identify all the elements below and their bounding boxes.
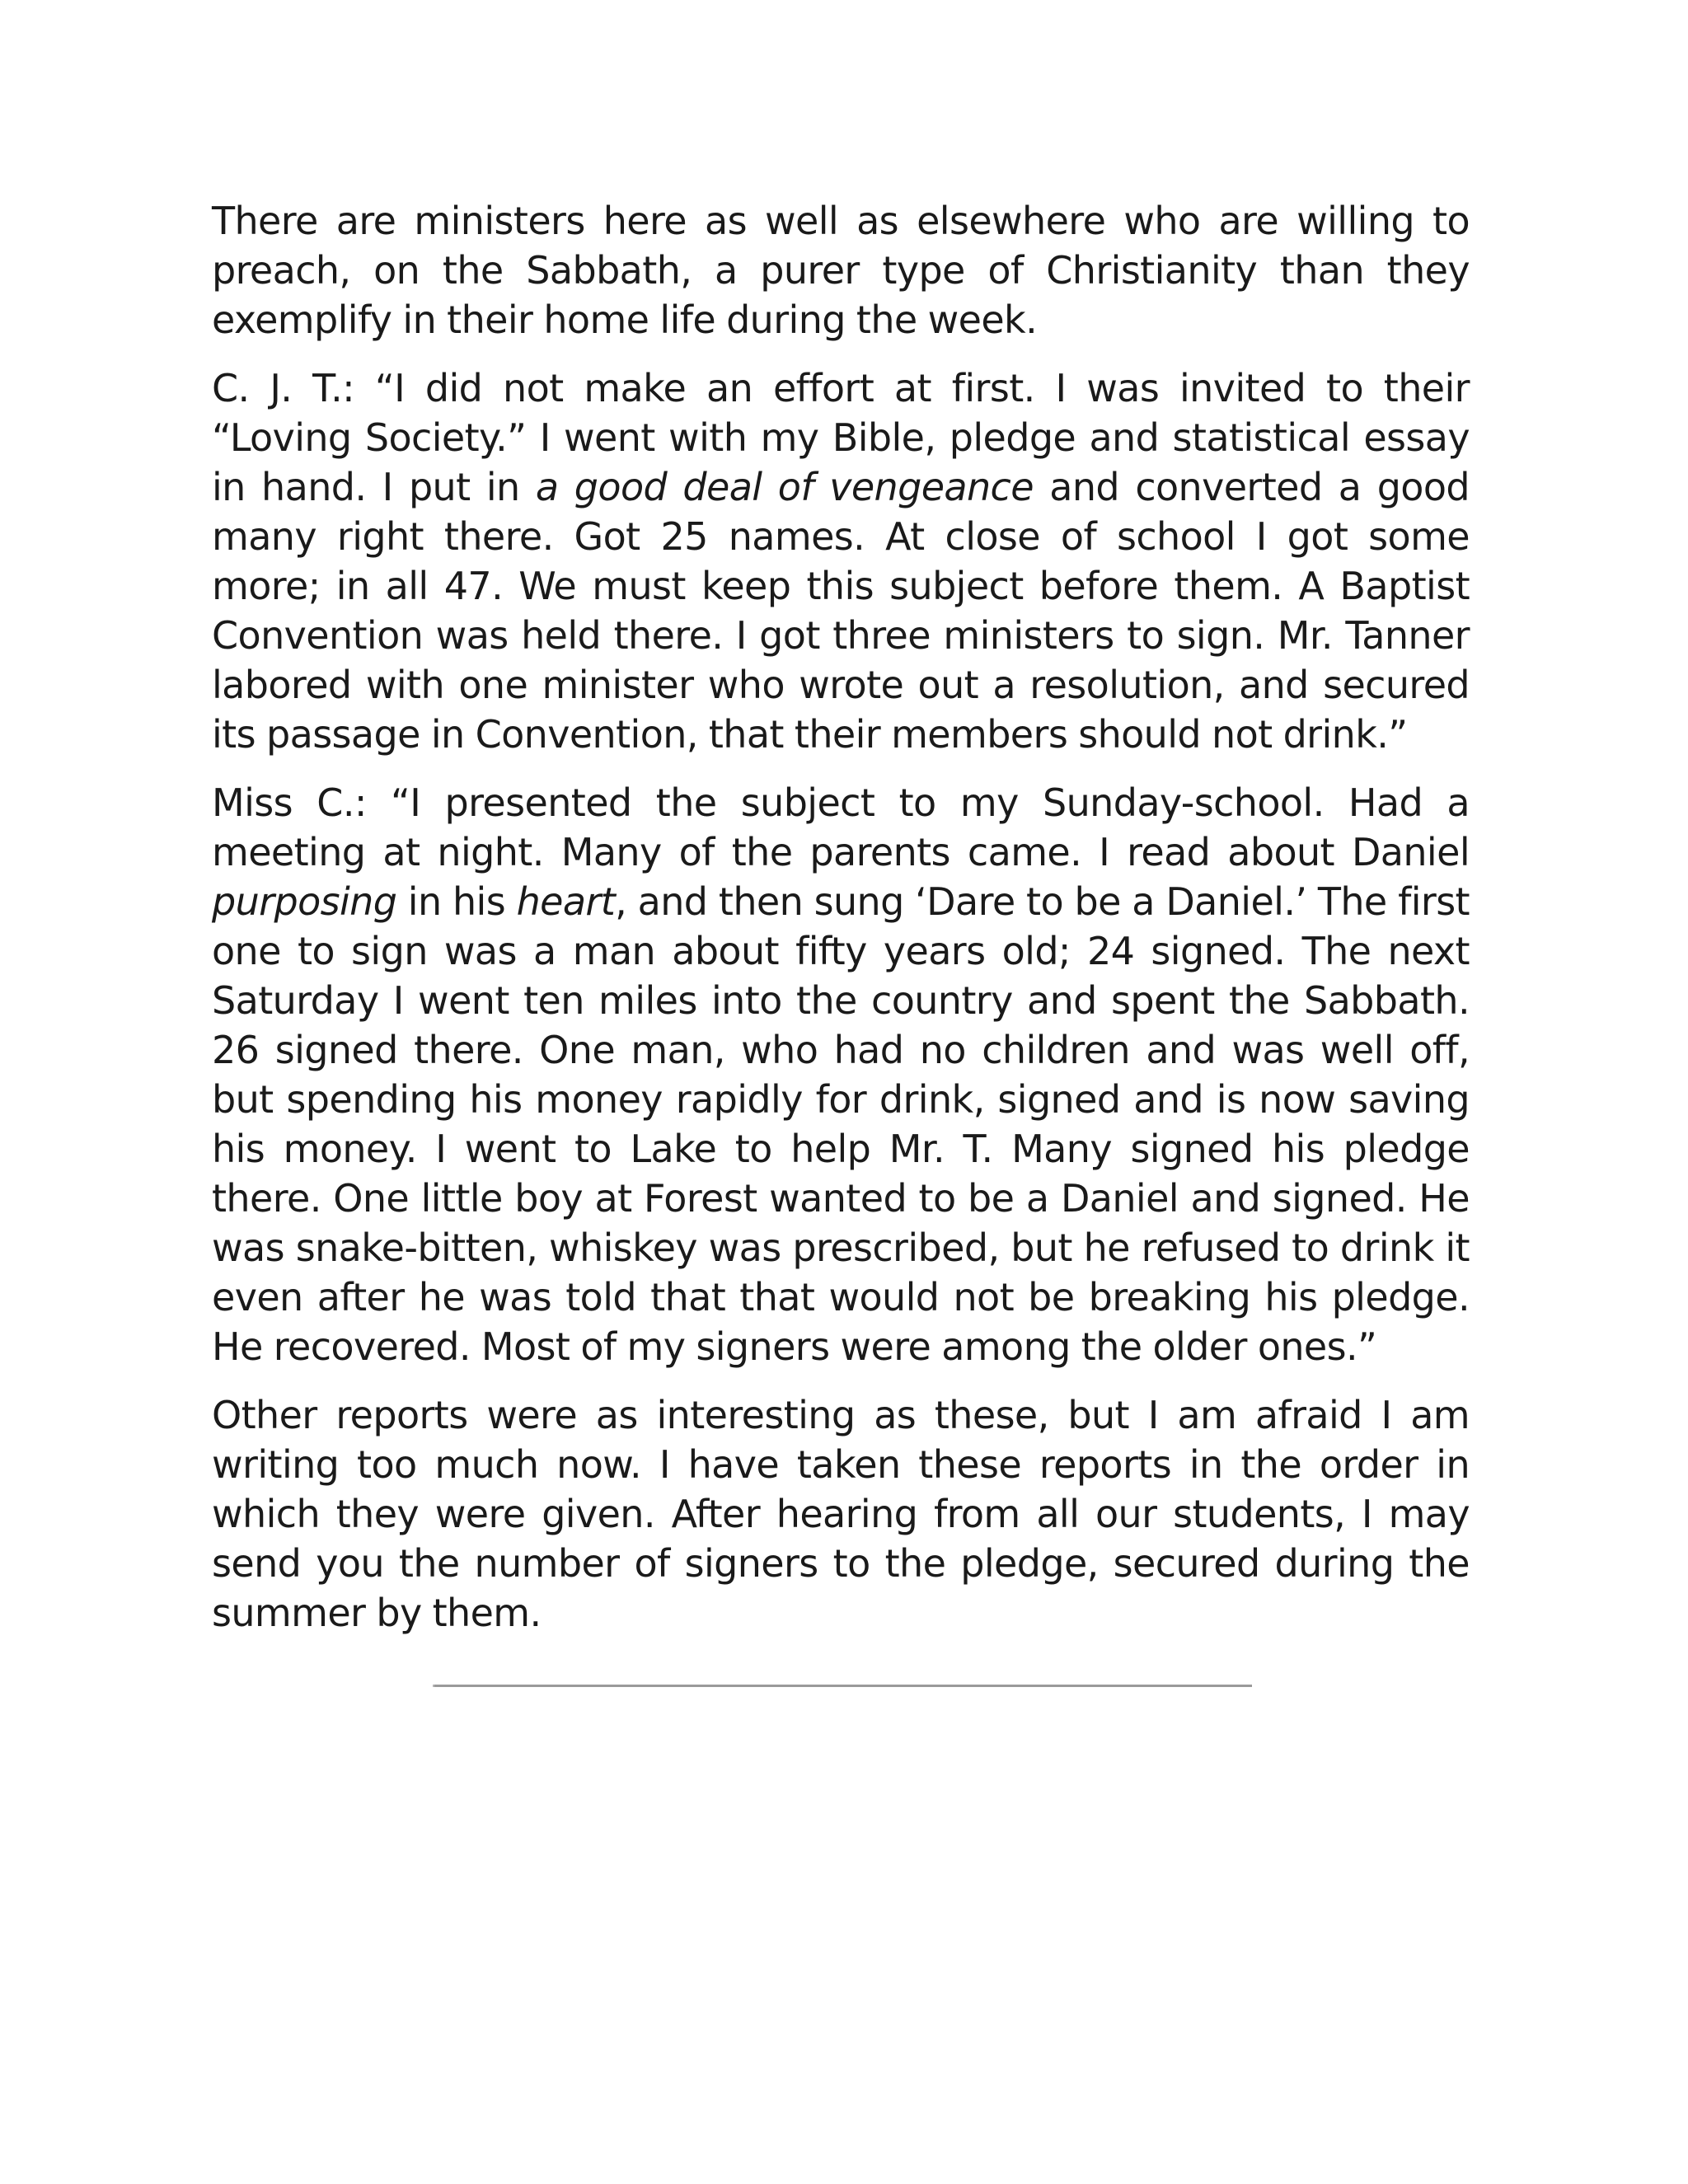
text-segment: , and then sung ‘Dare to be a Daniel.’ The first one to sign was a man about fifty years old; 24 signed. The next Saturday I went ten miles into the country and spent the Sabbath. 26 signed there. One man, who had no children and was well off, but spending his money rapidly for drink, signed and is now saving his money. I went to Lake to help Mr. T. Many signed his pledge there. One little boy at Forest wanted to be a Daniel and signed. He was snake-bitten, whiskey was prescribed, but he refused to drink it even after he was told that that would not be breaking his pledge. He recovered. Most of my signers were among the older ones.”: [212, 879, 1470, 1369]
text-segment: in his: [396, 879, 517, 924]
text-segment: There are ministers here as well as elsewhere who are willing to preach, on the Sabbath, a purer type of Christianity than they exemplify in their home life during the week.: [212, 199, 1470, 342]
italic-word: purposing: [212, 879, 397, 924]
text-segment: Miss C.: “I presented the subject to my Sunday-school. Had a meeting at night. Many of the parents came. I read about Daniel: [212, 780, 1470, 874]
text-segment: and converted a good many right there. Got 25 names. At close of school I got some more; in all 47. We must keep this subject before them. A Baptist Convention was held there. I got three ministers to sign. Mr. Tanner labored with one minister who wrote out a resolution, and secured its passage in Convention, that their members should not drink.”: [212, 465, 1470, 757]
text-segment: Other reports were as interesting as these, but I am afraid I am writing too much now. I have taken these reports in the order in which they were given. After hearing from all our students, I may send you the number of signers to the pledge, secured during the summer by them.: [212, 1393, 1470, 1635]
horizontal-rule: [433, 1685, 1252, 1687]
paragraph-cjt-report: [212, 363, 1470, 759]
document-body: [212, 196, 1470, 1657]
italic-word: heart: [516, 879, 616, 924]
italic-phrase: a good deal of vengeance: [535, 465, 1034, 509]
paragraph-closing: [212, 1390, 1470, 1638]
text-segment: C. J. T.: “I did not make an effort at first. I was invited to their “Loving Society.” I went with my Bible, pledge and statistical essay in hand. I put in: [212, 366, 1470, 509]
paragraph-ministers: [212, 196, 1470, 344]
paragraph-miss-c-report: [212, 778, 1470, 1371]
